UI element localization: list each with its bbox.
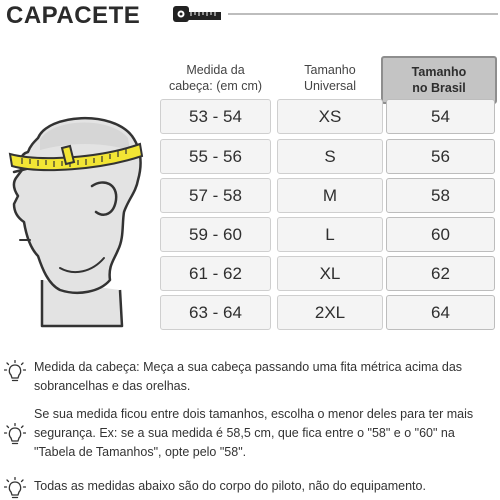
tip-text: Todas as medidas abaixo são do corpo do piloto, não do equipamento. (34, 479, 426, 493)
cell-medida: 55 - 56 (160, 139, 271, 174)
cell-universal: XL (277, 256, 383, 291)
header-medida: Medida da cabeça: (em cm) (168, 63, 263, 93)
cell-medida: 61 - 62 (160, 256, 271, 291)
cell-brasil: 54 (386, 99, 495, 134)
measuring-tape-icon (172, 4, 222, 24)
lightbulb-icon (4, 423, 26, 447)
lightbulb-icon (4, 477, 26, 500)
tip-text: Medida da cabeça: Meça a sua cabeça passando uma fita métrica acima das sobrancelhas e das orelhas. (34, 360, 463, 393)
cell-medida: 57 - 58 (160, 178, 271, 213)
cell-universal: M (277, 178, 383, 213)
cell-brasil: 64 (386, 295, 495, 330)
cell-brasil: 58 (386, 178, 495, 213)
cell-brasil: 62 (386, 256, 495, 291)
head-silhouette-icon (0, 108, 150, 328)
lightbulb-icon (4, 360, 26, 384)
cell-universal: L (277, 217, 383, 252)
header-universal: Tamanho Universal (303, 63, 357, 93)
cell-universal: XS (277, 99, 383, 134)
cell-medida: 59 - 60 (160, 217, 271, 252)
tip-text: Se sua medida ficou entre dois tamanhos, escolha o menor deles para ter mais segurança. Ex: se a sua medida é 58,5 cm, que fica entre o "58" e o "60" na "Tabela de Tamanhos", opte pelo "58". (34, 407, 474, 459)
cell-medida: 63 - 64 (160, 295, 271, 330)
cell-brasil: 56 (386, 139, 495, 174)
cell-universal: 2XL (277, 295, 383, 330)
title-divider (228, 13, 498, 15)
header-brasil: Tamanho no Brasil (381, 56, 497, 104)
cell-brasil: 60 (386, 217, 495, 252)
cell-medida: 53 - 54 (160, 99, 271, 134)
page-title: CAPACETE (6, 2, 141, 29)
cell-universal: S (277, 139, 383, 174)
